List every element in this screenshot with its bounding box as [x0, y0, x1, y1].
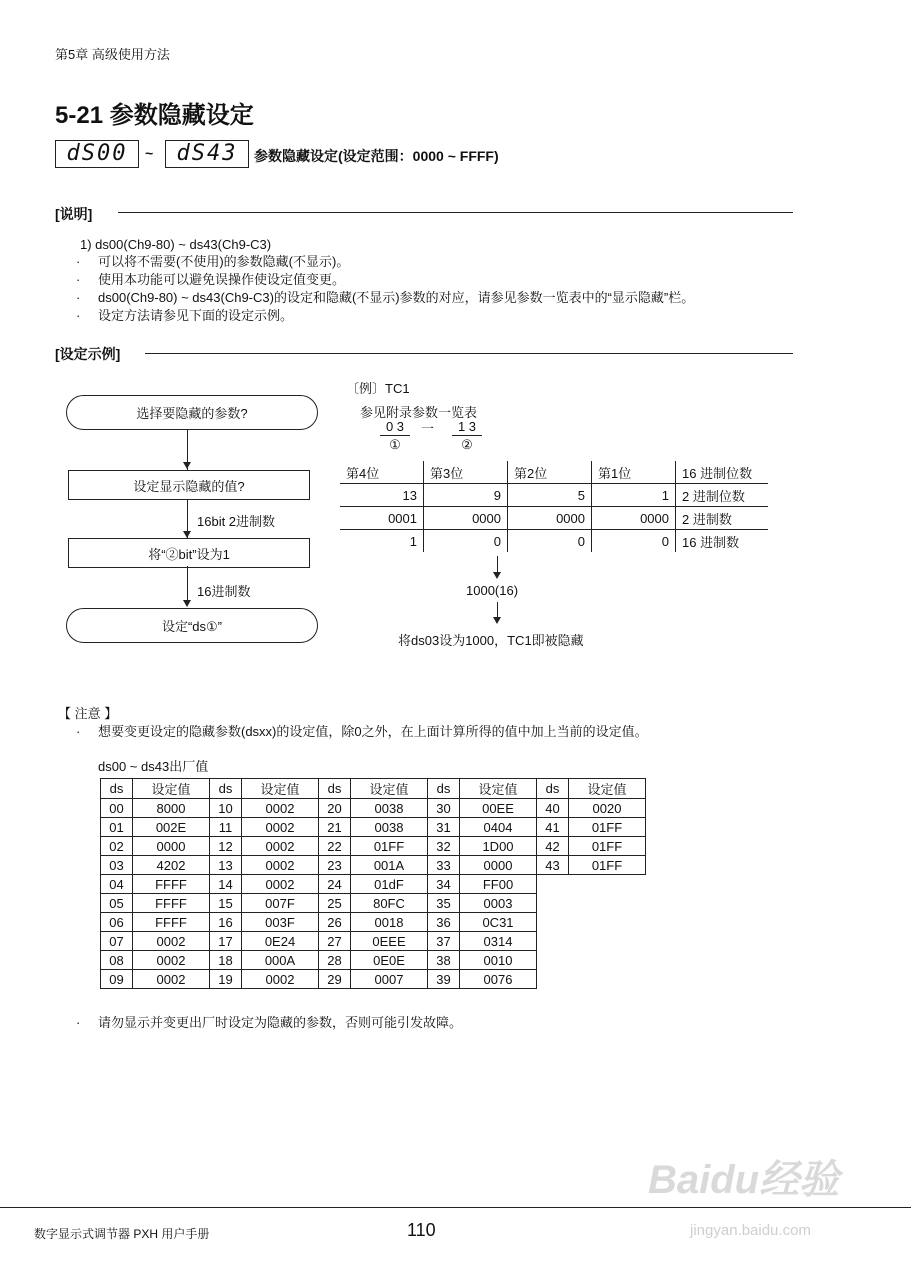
table-cell: FFFF	[133, 894, 210, 913]
table-cell: 0002	[133, 951, 210, 970]
table-cell: 05	[101, 894, 133, 913]
flow-step-text: 将“②bit”设为1	[148, 546, 230, 562]
segment-display-from: dS00	[55, 140, 139, 168]
table-cell: 0	[592, 530, 676, 553]
flow-step-set-ds	[66, 608, 318, 643]
table-cell: 17	[210, 932, 242, 951]
table-header-row	[101, 779, 646, 799]
bit-conversion-table	[340, 461, 768, 552]
flow-note: 16bit 2进制数	[197, 514, 276, 529]
table-empty-cell	[569, 951, 646, 970]
table-cell: 0002	[242, 799, 319, 818]
page-title: 5-21 参数隐藏设定	[55, 102, 254, 129]
table-row	[101, 856, 646, 875]
table-cell: 28	[319, 951, 351, 970]
table-cell: 0010	[460, 951, 537, 970]
table-cell: 001A	[351, 856, 428, 875]
table-cell: 0038	[351, 799, 428, 818]
table-cell: 0020	[569, 799, 646, 818]
table-cell: 18	[210, 951, 242, 970]
table-cell: 2 进制位数	[676, 484, 769, 507]
table-cell: 27	[319, 932, 351, 951]
table-cell: 0E0E	[351, 951, 428, 970]
result-value: 1000(16)	[466, 583, 519, 598]
table-row	[101, 894, 646, 913]
range-tilde: ~	[145, 145, 154, 161]
table-cell: 0038	[351, 818, 428, 837]
table-cell: 0002	[133, 932, 210, 951]
factory-table-title: ds00 ~ ds43出厂值	[98, 759, 209, 774]
table-cell: 13	[340, 484, 424, 507]
table-row	[101, 951, 646, 970]
table-cell: 03	[101, 856, 133, 875]
table-cell: 35	[428, 894, 460, 913]
table-row	[101, 970, 646, 989]
table-cell: 80FC	[351, 894, 428, 913]
table-cell: 30	[428, 799, 460, 818]
table-cell: 38	[428, 951, 460, 970]
table-cell: 11	[210, 818, 242, 837]
table-header-cell: 设定值	[569, 779, 646, 799]
table-empty-cell	[537, 913, 569, 932]
table-cell: 0000	[133, 837, 210, 856]
table-cell: 2 进制数	[676, 507, 769, 530]
table-cell: 0C31	[460, 913, 537, 932]
table-row	[101, 932, 646, 951]
table-header-cell: 第3位	[424, 461, 508, 484]
table-empty-cell	[537, 970, 569, 989]
table-cell: 1	[340, 530, 424, 553]
table-header-cell: 设定值	[351, 779, 428, 799]
table-cell: 33	[428, 856, 460, 875]
section-heading-explain: [说明]	[55, 206, 93, 222]
table-row	[101, 875, 646, 894]
explain-bullet: · 设定方法请参见下面的设定示例。	[98, 307, 293, 324]
arrow-down-icon	[183, 600, 191, 607]
table-cell: 43	[537, 856, 569, 875]
table-empty-cell	[537, 894, 569, 913]
explain-bullet: · 使用本功能可以避免误操作使设定值变更。	[98, 271, 345, 288]
table-header-cell: 第1位	[592, 461, 676, 484]
table-header-cell: ds	[428, 779, 460, 799]
table-cell: 42	[537, 837, 569, 856]
table-cell: 4202	[133, 856, 210, 875]
table-cell: 01FF	[569, 818, 646, 837]
section-heading-example: [设定示例]	[55, 346, 121, 362]
explain-line: 1) ds00(Ch9-80) ~ ds43(Ch9-C3)	[80, 237, 272, 252]
table-header-cell: ds	[210, 779, 242, 799]
watermark-url: jingyan.baidu.com	[690, 1222, 811, 1239]
table-cell: FFFF	[133, 875, 210, 894]
table-row	[101, 799, 646, 818]
table-empty-cell	[537, 951, 569, 970]
table-cell: 0000	[592, 507, 676, 530]
notice-heading: 【 注意 】	[58, 706, 118, 721]
table-cell: FFFF	[133, 913, 210, 932]
code-underline	[452, 435, 482, 436]
table-row	[101, 913, 646, 932]
table-header-cell: 设定值	[460, 779, 537, 799]
table-cell: 10	[210, 799, 242, 818]
table-cell: 37	[428, 932, 460, 951]
parameter-description: 参数隐藏设定(设定范围：0000 ~ FFFF)	[254, 148, 499, 164]
example-code-1: 0 3	[385, 419, 405, 434]
table-cell: 07	[101, 932, 133, 951]
table-cell: 02	[101, 837, 133, 856]
table-cell: 0007	[351, 970, 428, 989]
table-row	[101, 837, 646, 856]
table-cell: 41	[537, 818, 569, 837]
table-cell: 1	[592, 484, 676, 507]
table-header-cell: 第4位	[340, 461, 424, 484]
table-cell: 0E24	[242, 932, 319, 951]
example-label: 〔例〕TC1	[346, 381, 410, 396]
table-cell: 31	[428, 818, 460, 837]
table-cell: 00EE	[460, 799, 537, 818]
table-cell: 21	[319, 818, 351, 837]
page-number: 110	[407, 1220, 436, 1240]
table-cell: 20	[319, 799, 351, 818]
table-cell: 0000	[460, 856, 537, 875]
table-cell: 01FF	[569, 837, 646, 856]
flow-step-select	[66, 395, 318, 430]
table-cell: 13	[210, 856, 242, 875]
table-header-cell: 16 进制位数	[676, 461, 769, 484]
section-rule	[118, 212, 793, 213]
table-cell: 34	[428, 875, 460, 894]
table-cell: 002E	[133, 818, 210, 837]
notice-text: · 想要变更设定的隐藏参数(dsxx)的设定值，除0之外，在上面计算所得的值中加上当前的设定值。	[98, 723, 648, 740]
example-reference: 参见附录参数一览表	[360, 405, 478, 420]
example-dash: 一	[421, 421, 435, 436]
arrow-down-icon	[183, 462, 191, 469]
table-cell: 8000	[133, 799, 210, 818]
table-cell: 9	[424, 484, 508, 507]
table-cell: 40	[537, 799, 569, 818]
table-cell: 0	[508, 530, 592, 553]
table-cell: 39	[428, 970, 460, 989]
table-cell: 01FF	[351, 837, 428, 856]
footer-manual-title: 数字显示式调节器 PXH 用户手册	[34, 1227, 210, 1241]
table-row	[340, 461, 768, 484]
table-header-cell: 第2位	[508, 461, 592, 484]
table-cell: 0000	[508, 507, 592, 530]
table-cell: 0002	[242, 837, 319, 856]
segment-display-to: dS43	[165, 140, 249, 168]
table-cell: 5	[508, 484, 592, 507]
table-header-cell: ds	[101, 779, 133, 799]
table-cell: 19	[210, 970, 242, 989]
code-underline	[380, 435, 410, 436]
table-cell: 00	[101, 799, 133, 818]
flow-step-text: 设定“ds①”	[161, 619, 223, 634]
table-cell: 0018	[351, 913, 428, 932]
table-cell: 25	[319, 894, 351, 913]
arrow-down-icon	[183, 531, 191, 538]
table-cell: 26	[319, 913, 351, 932]
table-cell: 36	[428, 913, 460, 932]
table-cell: 22	[319, 837, 351, 856]
table-cell: 24	[319, 875, 351, 894]
table-cell: 0	[424, 530, 508, 553]
table-row	[340, 507, 768, 530]
table-cell: 15	[210, 894, 242, 913]
table-header-cell: ds	[537, 779, 569, 799]
table-empty-cell	[569, 970, 646, 989]
table-header-cell: 设定值	[133, 779, 210, 799]
flow-step-text: 设定显示隐藏的值?	[133, 478, 245, 494]
flow-step-set-value	[68, 470, 310, 500]
table-cell: 0003	[460, 894, 537, 913]
table-cell: 0314	[460, 932, 537, 951]
example-code-2: 1 3	[457, 419, 477, 434]
flow-note: 16进制数	[197, 584, 251, 599]
table-empty-cell	[569, 913, 646, 932]
table-cell: 0002	[242, 818, 319, 837]
table-cell: 32	[428, 837, 460, 856]
table-header-cell: 设定值	[242, 779, 319, 799]
table-empty-cell	[537, 932, 569, 951]
table-cell: 23	[319, 856, 351, 875]
factory-default-table	[100, 778, 646, 989]
table-cell: 0404	[460, 818, 537, 837]
table-cell: 0002	[242, 856, 319, 875]
example-conclusion: 将ds03设为1000，TC1即被隐藏	[398, 633, 584, 648]
table-empty-cell	[569, 875, 646, 894]
table-cell: 007F	[242, 894, 319, 913]
table-cell: 12	[210, 837, 242, 856]
table-cell: 06	[101, 913, 133, 932]
table-cell: 0002	[242, 970, 319, 989]
arrow-down-icon	[493, 617, 501, 624]
arrow-down-icon	[493, 572, 501, 579]
chapter-header: 第5章 高级使用方法	[55, 47, 170, 62]
baidu-watermark-logo: Baidu经验	[648, 1158, 840, 1202]
table-header-cell: ds	[319, 779, 351, 799]
table-empty-cell	[569, 894, 646, 913]
table-cell: 000A	[242, 951, 319, 970]
explain-bullet: · ds00(Ch9-80) ~ ds43(Ch9-C3)的设定和隐藏(不显示)参数的对应，请参见参数一览表中的“显示隐藏”栏。	[98, 289, 694, 306]
table-cell: 0002	[242, 875, 319, 894]
table-cell: FF00	[460, 875, 537, 894]
final-note: · 请勿显示并变更出厂时设定为隐藏的参数，否则可能引发故障。	[98, 1014, 462, 1031]
table-cell: 08	[101, 951, 133, 970]
table-cell: 0076	[460, 970, 537, 989]
table-cell: 0000	[424, 507, 508, 530]
table-row	[101, 818, 646, 837]
table-cell: 01	[101, 818, 133, 837]
table-cell: 09	[101, 970, 133, 989]
table-cell: 16 进制数	[682, 534, 740, 550]
table-empty-cell	[569, 932, 646, 951]
table-cell: 16	[210, 913, 242, 932]
circled-one-marker: ①	[389, 437, 401, 452]
table-cell: 0001	[340, 507, 424, 530]
section-rule	[145, 353, 793, 354]
flow-step-set-bit	[68, 538, 310, 568]
explain-bullet: · 可以将不需要(不使用)的参数隐藏(不显示)。	[98, 253, 349, 270]
footer-rule	[0, 1207, 911, 1208]
table-cell: 14	[210, 875, 242, 894]
table-row	[340, 530, 768, 553]
flow-step-text: 选择要隐藏的参数?	[136, 406, 248, 421]
table-cell: 0EEE	[351, 932, 428, 951]
table-cell: 0002	[133, 970, 210, 989]
table-cell: 01FF	[569, 856, 646, 875]
table-cell: 04	[101, 875, 133, 894]
table-row	[340, 484, 768, 507]
table-cell: 29	[319, 970, 351, 989]
table-cell: 003F	[242, 913, 319, 932]
table-cell: 01dF	[351, 875, 428, 894]
table-cell: 1D00	[460, 837, 537, 856]
table-empty-cell	[537, 875, 569, 894]
circled-two-marker: ②	[461, 437, 473, 452]
